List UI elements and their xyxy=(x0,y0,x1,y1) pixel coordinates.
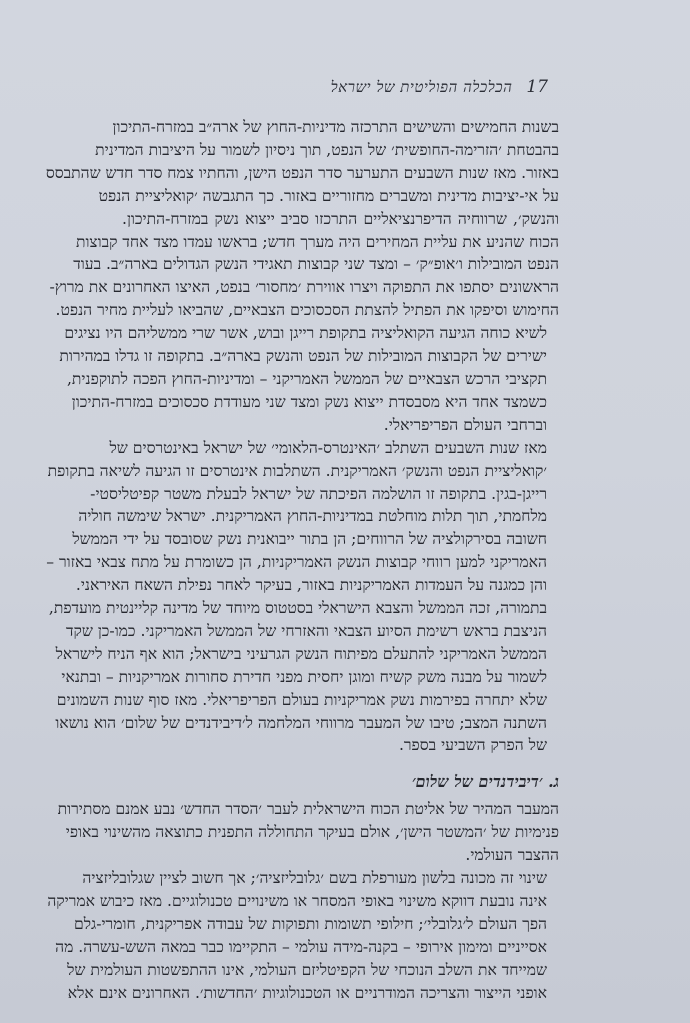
text-line: מלחמתי, תוך תלות מוחלטת במדיניות-החוץ האמריקנית. ישראל שימשה חוליה xyxy=(78,507,547,526)
text-line: הפך העולם ל׳גלובלי׳; חילופי תשומות ותפוקות של עבודה אפריקנית, חומרי-גלם xyxy=(74,914,547,933)
text-line: בהבטחת ׳הזרימה-החופשית׳ של הנפט, תוך ניסיון לשמור על היציבות המדינית xyxy=(95,140,559,159)
text-line: השתנה המצב; טיבו של המעבר מרווחי המלחמה ל׳דיבידנדים של שלום׳ הוא נושאו xyxy=(55,713,547,732)
text-line: אינה נובעת דווקא משינוי באופי המסחר או משינויים טכנולוגיים. מאז כיבוש אמריקה xyxy=(47,891,547,910)
section-paragraph-2 xyxy=(47,867,559,1004)
running-title: הכלכלה הפוליטית של ישראל xyxy=(330,77,513,96)
text-line: הממשל האמריקני להתעלם מפיתוח הנשק הגרעיני בישראל; הוא אף הניח לישראל xyxy=(55,644,547,663)
text-line: בתמורה, זכה הממשל והצבא הישראלי בסטטוס מיוחד של מדינה קליינטית מועדפת, xyxy=(48,599,547,618)
text-line: הכוח שהניע את עליית המחירים היה מערך חדש; בראשו עמדו מצד אחד קבוצות xyxy=(75,232,559,251)
text-line: והן כמגנה על העמדות האמריקניות באזור, בעיקר לאחר נפילת השאח האיראני. xyxy=(75,576,547,595)
text-line: אסייניים ומימון אירופי – בקנה-מידה עולמי – התקיימו כבר במאה השש-עשרה. מה xyxy=(55,937,547,956)
text-line: על אי-יציבות מדינית ומשברים מחזוריים באזור. כך התגבשה ׳קואליציית הנפט xyxy=(98,186,559,205)
text-line: לשמור על מבנה משק קשיח ומוגן יחסית מפני חדירת סחורות אמריקניות – ובתנאי xyxy=(61,667,547,686)
section-paragraph-1 xyxy=(57,798,559,867)
text-line: אופני הייצור והצריכה המודרניים או הטכנולוגיות ׳החדשות׳. האחרונים אינם אלא xyxy=(67,983,547,1002)
section-heading: ג. ׳דיבידנדים של שלום׳ xyxy=(411,772,559,792)
text-line: באזור. מאז שנות השבעים התערער סדר הנפט הישן, והחתיו צמח סדר חדש שהתבסס xyxy=(45,163,559,182)
text-line: ׳קואליציית הנפט והנשק׳ האמריקנית. השתלבות אינטרסים זו הגיעה לשיאה בתקופת xyxy=(47,461,547,480)
text-line: כשמצד אחד היא מסבסדת ייצוא נשק ומצד שני מעודדת סכסוכים במזרח-התיכון xyxy=(71,392,547,411)
text-line: בשנות החמישים והשישים התרכזה מדיניות-החוץ של ארה״ב במזרח-התיכון xyxy=(112,118,559,136)
text-line: הנפט המובילות ו׳אופ״ק׳ – ומצד שני קבוצות תאגידי הנשק הגדולים בארה״ב. בעוד xyxy=(73,255,559,274)
text-line: ההצבר העולמי. xyxy=(465,846,559,865)
text-line: שינוי זה מכונה בלשון מעורפלת בשם ׳גלובליזציה׳; אך חשוב לציין שגלובליזציה xyxy=(82,869,547,887)
page-number: 17 xyxy=(526,77,548,97)
text-line: שמייחד את השלב הנוכחי של הקפיטליזם העולמי, אינו ההתפשטות העולמית של xyxy=(67,960,547,979)
text-line: הניצבת בראש רשימת הסיוע הצבאי והאזרחי של הממשל האמריקני. כמו-כן שקד xyxy=(65,621,547,640)
body-text xyxy=(45,116,559,1004)
text-line: לשיא כוחה הגיעה הקואליציה בתקופת רייגן ובוש, אשר שרי ממשליהם היו נציגים xyxy=(64,324,547,343)
text-line: שלא יתחרה בפירמות נשק אמריקניות בעולם הפריפריאלי. מאז סוף שנות השמונים xyxy=(56,690,547,709)
text-line: הראשונים יסתפו את התפוקה ויצרו אווירת ׳מחסור׳ בנפט, האיצו האחרונים את מרוץ- xyxy=(49,278,559,297)
text-line: וברחבי העולם הפריפריאלי. xyxy=(383,415,547,434)
text-line: החימוש וסיפקו את הפתיל להצתת הסכסוכים הצבאיים, שהביאו לעליית מחיר הנפט. xyxy=(55,301,559,320)
text-line: תקציבי הרכש הצבאיים של הממשל האמריקני – ומדיניות-החוץ הפכה לתוקפנית, xyxy=(66,369,547,388)
paragraph-1 xyxy=(45,116,559,322)
text-line: המעבר המהיר של אליטת הכוח הישראלית לעבר ׳הסדר החדש׳ נבע אמנם מסתירות xyxy=(57,800,559,819)
running-header xyxy=(128,74,548,100)
text-line: ישירים של הקבוצות המובילות של הנפט והנשק בארה״ב. בתקופה זו גדלו במהירות xyxy=(59,347,547,366)
text-line: של הפרק השביעי בספר. xyxy=(398,736,547,755)
text-line: האמריקני למען רווחי קבוצות הנשק האמריקניות, הן כשומרת על מתח צבאי באזור – xyxy=(46,553,547,572)
text-line: רייגן-בגין. בתקופה זו הושלמה הפיכתה של ישראל לבעלת משטר קפיטליסטי- xyxy=(90,484,547,503)
paragraph-3 xyxy=(46,437,559,758)
text-line: והנשק׳, שרווחיה הדיפרנציאליים התרכזו סביב ייצוא נשק במזרח-התיכון. xyxy=(122,209,559,228)
text-line: מאז שנות השבעים השתלב ׳האינטרס-הלאומי׳ של ישראל באינטרסים של xyxy=(109,438,547,457)
text-line: חשובה בסירקולציה של הרווחים; הן בתור ייבואנית נשק שסובסד על ידי הממשל xyxy=(72,530,547,549)
text-line: פנימיות של ׳המשטר הישן׳, אולם בעיקר התחוללה התפנית כתוצאה מהשינוי באופי xyxy=(65,823,559,842)
paragraph-2 xyxy=(59,322,559,437)
